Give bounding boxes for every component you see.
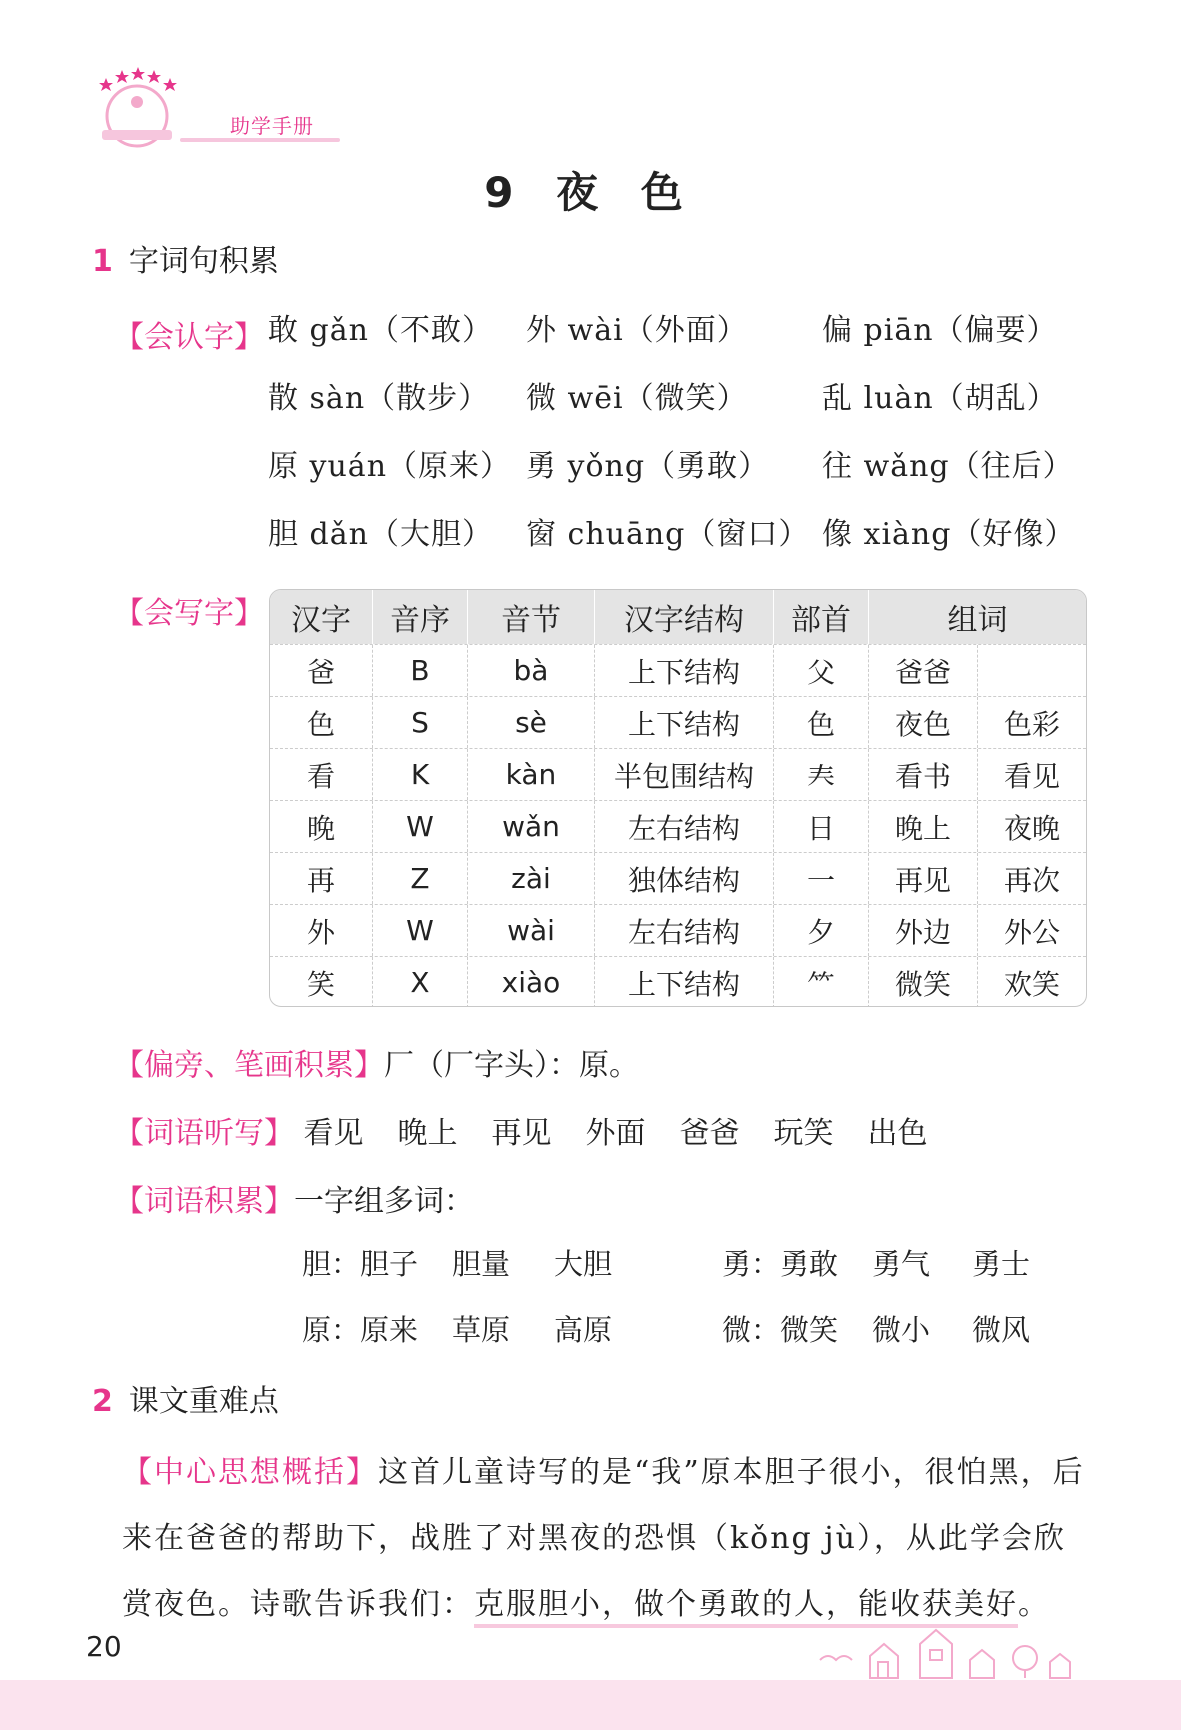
recognize-item: 胆 dǎn（大胆） — [268, 517, 493, 552]
accumulate-line — [114, 1176, 474, 1220]
table-cell: W — [372, 905, 467, 956]
dictation-word: 外面 — [585, 1116, 646, 1151]
table-row — [270, 956, 1086, 1007]
recognize-item: 敢 gǎn（不敢） — [268, 313, 493, 348]
dictation-words — [304, 1116, 962, 1151]
table-cell: 色 — [306, 707, 335, 741]
table-cell: W — [372, 801, 467, 852]
word-group-item: 大胆 — [554, 1247, 613, 1281]
table-body — [270, 644, 1086, 1007]
table-cell: kàn — [467, 749, 594, 800]
recognize-item: 像 xiàng（好像） — [822, 517, 1076, 552]
word-group-item: 微风 — [972, 1313, 1031, 1347]
recognize-item: 外 wài（外面） — [526, 313, 748, 348]
section-2-number: 2 — [92, 1384, 113, 1419]
summary-end: 。 — [1018, 1587, 1050, 1622]
word-group-item: 勇气 — [872, 1247, 931, 1281]
footer-band — [0, 1680, 1181, 1730]
dictation-word: 再见 — [491, 1116, 552, 1151]
word-group-item: 勇士 — [972, 1247, 1031, 1281]
table-cell: 一 — [773, 853, 868, 904]
table-cell: 上下结构 — [594, 645, 773, 696]
table-cell: 色 — [773, 697, 868, 748]
table-row — [270, 748, 1086, 800]
table-cell: 看 — [306, 759, 335, 793]
table-cell: 微笑 — [868, 957, 977, 1007]
radical-text: 厂（厂字头）：原。 — [384, 1048, 639, 1083]
table-cell: X — [372, 957, 467, 1007]
table-cell: 笑 — [306, 967, 335, 1001]
recognize-item: 微 wēi（微笑） — [526, 381, 748, 416]
table-cell: 看书 — [868, 749, 977, 800]
radical-tag: 【偏旁、笔画积累】 — [114, 1048, 384, 1083]
table-cell: 夜晚 — [977, 801, 1086, 852]
table-header-cell: 音节 — [467, 590, 594, 644]
word-group — [302, 1242, 612, 1283]
accumulate-tag: 【词语积累】 — [114, 1184, 294, 1219]
table-cell: 上下结构 — [594, 697, 773, 748]
table-cell: 晚上 — [868, 801, 977, 852]
word-group — [722, 1308, 1030, 1349]
table-cell: 欢笑 — [977, 957, 1086, 1007]
table-header-cell: 部首 — [773, 590, 868, 644]
houses-illustration-icon — [810, 1620, 1080, 1680]
section-1-number: 1 — [92, 244, 113, 279]
summary-paragraph — [122, 1440, 1092, 1638]
word-group — [722, 1242, 1030, 1283]
word-group-item: 草原 — [452, 1313, 511, 1347]
table-cell: 日 — [773, 801, 868, 852]
table-cell: S — [372, 697, 467, 748]
dictation-word: 看见 — [303, 1116, 364, 1151]
table-cell: 父 — [773, 645, 868, 696]
table-cell: sè — [467, 697, 594, 748]
table-cell: 外边 — [868, 905, 977, 956]
recognize-item: 乱 luàn（胡乱） — [822, 381, 1058, 416]
table-cell: 再 — [306, 863, 335, 897]
table-cell: wǎn — [467, 801, 594, 852]
table-cell — [977, 645, 1086, 696]
table-cell: 看见 — [977, 749, 1086, 800]
lesson-title: 9 夜 色 — [484, 168, 697, 217]
table-cell: 爸爸 — [868, 645, 977, 696]
table-cell: 外 — [306, 915, 335, 949]
table-row — [270, 852, 1086, 904]
table-cell: 再见 — [868, 853, 977, 904]
table-cell: K — [372, 749, 467, 800]
crown-stars-badge-icon — [92, 64, 182, 150]
header-underline — [180, 138, 340, 142]
summary-key-sentence: 克服胆小，做个勇敢的人，能收获美好 — [474, 1587, 1018, 1628]
table-header-cell: 汉字 — [291, 603, 351, 638]
section-2-title: 课文重难点 — [128, 1384, 279, 1419]
table-cell: 左右结构 — [594, 905, 773, 956]
dictation-word: 玩笑 — [773, 1116, 834, 1151]
word-group — [302, 1308, 612, 1349]
table-cell: 夜色 — [868, 697, 977, 748]
table-cell: 上下结构 — [594, 957, 773, 1007]
table-header-row — [270, 590, 1086, 644]
page-number: 20 — [86, 1630, 122, 1663]
dictation-tag: 【词语听写】 — [114, 1116, 294, 1151]
table-cell: 爸 — [306, 655, 335, 689]
table-cell: 独体结构 — [594, 853, 773, 904]
table-cell: 外公 — [977, 905, 1086, 956]
write-tag: 【会写字】 — [114, 596, 264, 631]
word-group-item: 微小 — [872, 1313, 931, 1347]
table-cell: 夕 — [773, 905, 868, 956]
recognize-item: 原 yuán（原来） — [268, 449, 512, 484]
table-cell: 半包围结构 — [594, 749, 773, 800]
table-row — [270, 904, 1086, 956]
table-cell: 左右结构 — [594, 801, 773, 852]
header-label: 助学手册 — [230, 114, 314, 138]
section-1-title: 字词句积累 — [128, 244, 279, 279]
table-row — [270, 800, 1086, 852]
table-cell: Z — [372, 853, 467, 904]
table-cell: 再次 — [977, 853, 1086, 904]
recognize-item: 散 sàn（散步） — [268, 381, 490, 416]
word-group-item: 勇：勇敢 — [722, 1247, 839, 1281]
word-group-item: 胆量 — [452, 1247, 511, 1281]
section-2-heading — [92, 1376, 279, 1420]
table-row — [270, 644, 1086, 696]
word-group-item: 原：原来 — [302, 1313, 419, 1347]
table-row — [270, 696, 1086, 748]
word-group-item: 高原 — [554, 1313, 613, 1347]
dictation-word: 晚上 — [397, 1116, 458, 1151]
dictation-line — [114, 1108, 962, 1152]
table-cell: 色彩 — [977, 697, 1086, 748]
table-header-cell: 组词 — [868, 590, 1086, 644]
recognize-item: 往 wǎng（往后） — [822, 449, 1074, 484]
table-cell: 晚 — [306, 811, 335, 845]
dictation-word: 出色 — [867, 1116, 928, 1151]
table-header-cell: 汉字结构 — [594, 590, 773, 644]
write-table — [269, 589, 1087, 1007]
recognize-item: 窗 chuāng（窗口） — [526, 517, 810, 552]
word-group-item: 胆：胆子 — [302, 1247, 419, 1281]
table-cell: xiào — [467, 957, 594, 1007]
recognize-tag: 【会认字】 — [114, 320, 264, 355]
table-cell: B — [372, 645, 467, 696]
table-cell: zài — [467, 853, 594, 904]
recognize-item: 勇 yǒng（勇敢） — [526, 449, 770, 484]
dictation-word: 爸爸 — [679, 1116, 740, 1151]
table-cell: 𡗗 — [773, 749, 868, 800]
table-cell: bà — [467, 645, 594, 696]
radical-line — [114, 1040, 639, 1084]
accumulate-intro: 一字组多词： — [294, 1184, 474, 1219]
word-group-item: 微：微笑 — [722, 1313, 839, 1347]
table-cell: ⺮ — [773, 957, 868, 1007]
summary-text: 这首儿童诗写的是“我”原本胆子很小，很怕黑，后来在爸爸的帮助下，战胜了对黑夜的恐惧（kǒng jù），从此学会欣赏夜色。诗歌告诉我们： — [122, 1455, 1085, 1622]
table-header-cell: 音序 — [372, 590, 467, 644]
summary-tag: 【中心思想概括】 — [122, 1455, 378, 1490]
table-cell: wài — [467, 905, 594, 956]
section-1-heading — [92, 236, 279, 280]
recognize-item: 偏 piān（偏要） — [822, 313, 1058, 348]
